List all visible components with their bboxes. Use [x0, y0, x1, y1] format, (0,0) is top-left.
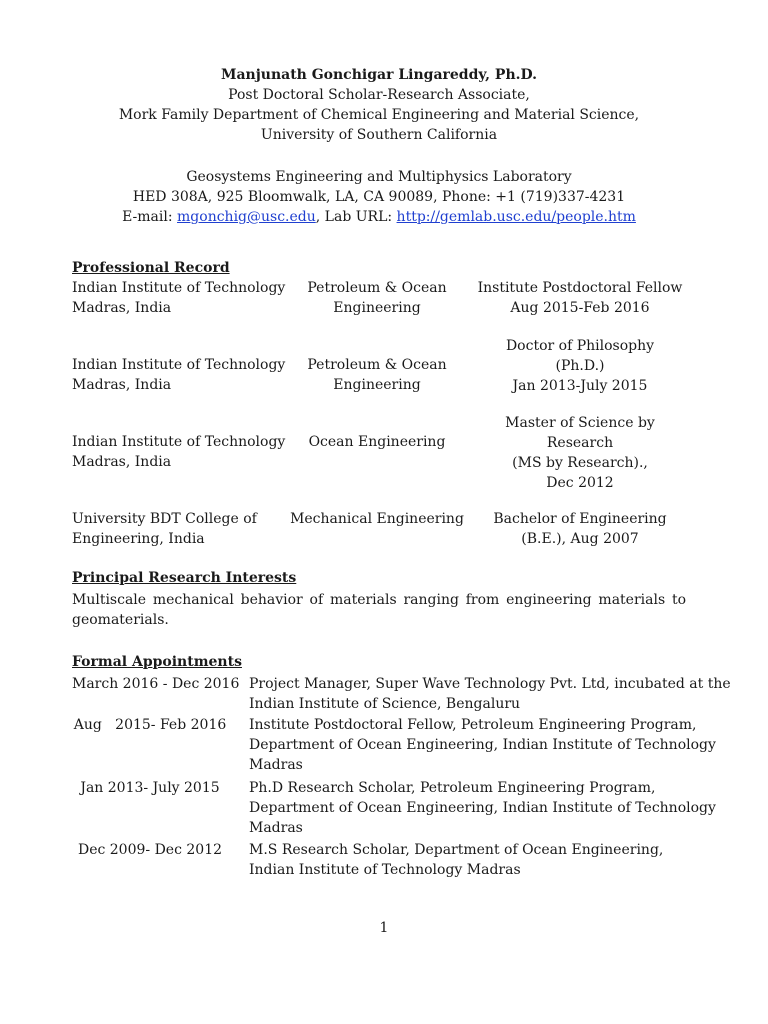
professional-record-heading: Professional Record [72, 260, 230, 276]
record-institution: Indian Institute of Technology Madras, India [72, 434, 286, 470]
person-name: Manjunath Gonchigar Lingareddy, Ph.D. [220, 67, 538, 83]
page-number: 1 [379, 920, 389, 936]
appointment-date: March 2016 - Dec 2016 [72, 676, 240, 692]
record-degree: Master of Science by Research (MS by Research)., Dec 2012 [505, 415, 655, 491]
department: Mork Family Department of Chemical Engineering and Material Science, [118, 107, 640, 123]
lab-url-link[interactable]: http://gemlab.usc.edu/people.htm [396, 209, 636, 225]
appointment-date: Jan 2013- July 2015 [80, 780, 220, 796]
appointment-date: Aug 2015- Feb 2016 [73, 717, 227, 733]
research-interests-heading: Principal Research Interests [72, 570, 297, 586]
record-field: Petroleum & Ocean Engineering [307, 357, 447, 393]
university: University of Southern California [260, 127, 498, 143]
appointment-description: Project Manager, Super Wave Technology Pvt. Ltd, incubated at the Indian Institute of Science, Bengaluru [249, 676, 731, 712]
record-institution: University BDT College of Engineering, India [72, 511, 257, 547]
record-field: Mechanical Engineering [290, 511, 464, 527]
cv-header [72, 65, 686, 227]
appointment-description: M.S Research Scholar, Department of Ocean Engineering, Indian Institute of Technology Madras [249, 842, 664, 878]
appointment-date: Dec 2009- Dec 2012 [77, 842, 223, 858]
lab-name: Geosystems Engineering and Multiphysics Laboratory [186, 169, 572, 185]
record-degree: Institute Postdoctoral Fellow Aug 2015-Feb 2016 [477, 280, 683, 316]
record-institution: Indian Institute of Technology Madras, India [72, 357, 286, 393]
record-field: Petroleum & Ocean Engineering [307, 280, 447, 316]
address-phone: HED 308A, 925 Bloomwalk, LA, CA 90089, Phone: +1 (719)337-4231 [132, 189, 626, 205]
record-institution: Indian Institute of Technology Madras, India [72, 280, 286, 316]
record-degree: Bachelor of Engineering (B.E.), Aug 2007 [493, 511, 667, 547]
record-degree: Doctor of Philosophy (Ph.D.) Jan 2013-July 2015 [505, 338, 655, 394]
email-link[interactable]: mgonchig@usc.edu [177, 209, 316, 225]
lab-url-label: , Lab URL: [315, 209, 397, 225]
appointment-description: Institute Postdoctoral Fellow, Petroleum Engineering Program, Department of Ocean Engineering, Indian Institute of Technology Madras [249, 717, 716, 773]
contact-line [72, 207, 686, 227]
research-interests-text: Multiscale mechanical behavior of materials ranging from engineering materials to geomaterials. [72, 592, 686, 628]
appointment-description: Ph.D Research Scholar, Petroleum Engineering Program, Department of Ocean Engineering, Indian Institute of Technology Madras [249, 780, 716, 836]
email-label: E-mail: [122, 209, 178, 225]
position-title: Post Doctoral Scholar-Research Associate, [228, 87, 530, 103]
formal-appointments-heading: Formal Appointments [72, 654, 242, 670]
record-field: Ocean Engineering [308, 434, 446, 450]
